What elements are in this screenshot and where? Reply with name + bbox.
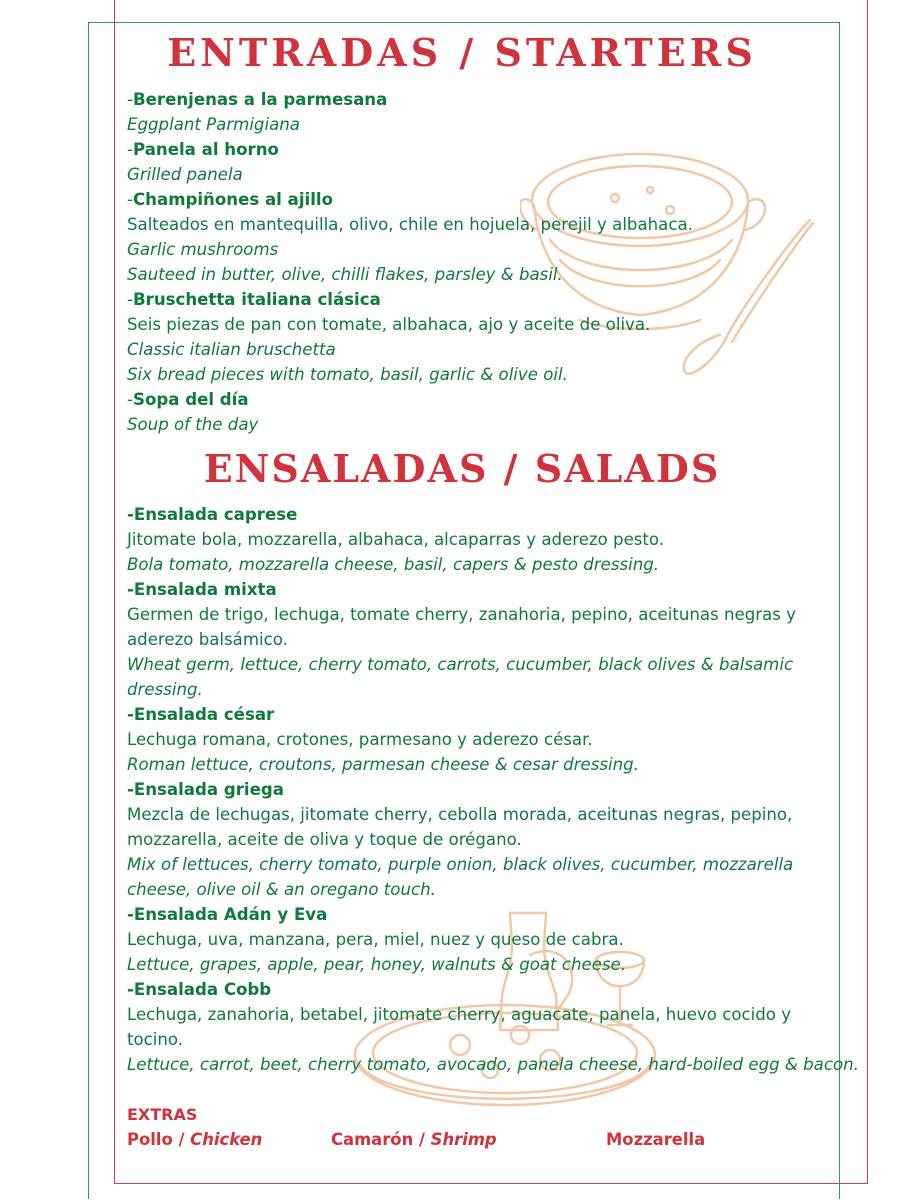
salads-list <box>127 502 859 1077</box>
menu-item-description: tocino. <box>127 1030 184 1049</box>
menu-item-name: -Ensalada césar <box>127 705 275 724</box>
menu-item-translation: Lettuce, grapes, apple, pear, honey, walnuts & goat cheese. <box>127 955 627 974</box>
menu-item-translation: dressing. <box>127 680 203 699</box>
menu-item-name: -Panela al horno <box>127 140 279 159</box>
menu-item-name: -Ensalada Cobb <box>127 980 272 999</box>
menu-item-name: -Bruschetta italiana clásica <box>127 290 381 309</box>
menu-item-description: Salteados en mantequilla, olivo, chile en hojuela, perejil y albahaca. <box>127 215 693 234</box>
menu-item-translation: Grilled panela <box>127 165 243 184</box>
menu-item-description: mozzarella, aceite de oliva y toque de orégano. <box>127 830 522 849</box>
menu-item-description: Lechuga, uva, manzana, pera, miel, nuez y queso de cabra. <box>127 930 624 949</box>
menu-item-name: -Ensalada caprese <box>127 505 298 524</box>
menu-item-translation: Eggplant Parmigiana <box>127 115 300 134</box>
menu-item-description: Seis piezas de pan con tomate, albahaca, ajo y aceite de oliva. <box>127 315 651 334</box>
menu-item-name: -Sopa del día <box>127 390 249 409</box>
extra-item-chicken: Pollo / Chicken <box>127 1130 263 1149</box>
extras-heading: EXTRAS <box>127 1105 198 1124</box>
menu-item-name: -Ensalada Adán y Eva <box>127 905 328 924</box>
menu-item-translation: Bola tomato, mozzarella cheese, basil, capers & pesto dressing. <box>127 555 660 574</box>
menu-item-description: aderezo balsámico. <box>127 630 288 649</box>
menu-item-description: Germen de trigo, lechuga, tomate cherry, zanahoria, pepino, aceitunas negras y <box>127 605 796 624</box>
menu-item-translation: Roman lettuce, croutons, parmesan cheese & cesar dressing. <box>127 755 639 774</box>
menu-item-translation: Lettuce, carrot, beet, cherry tomato, avocado, panela cheese, hard-boiled egg & bacon. <box>127 1055 859 1074</box>
menu-item-translation: Classic italian bruschetta <box>127 340 336 359</box>
menu-item-name: -Champiñones al ajillo <box>127 190 333 209</box>
menu-item-name: -Ensalada griega <box>127 780 284 799</box>
menu-item-description: Lechuga romana, crotones, parmesano y aderezo césar. <box>127 730 593 749</box>
salads-title: ENSALADAS / SALADS <box>203 446 721 491</box>
menu-item-translation: Mix of lettuces, cherry tomato, purple onion, black olives, cucumber, mozzarella <box>127 855 794 874</box>
menu-item-translation-description: Sauteed in butter, olive, chilli flakes, parsley & basil. <box>127 265 563 284</box>
menu-item-translation-description: Six bread pieces with tomato, basil, garlic & olive oil. <box>127 365 568 384</box>
extra-item-mozzarella: Mozzarella <box>606 1130 706 1149</box>
menu-item-translation: Soup of the day <box>127 415 259 434</box>
starters-title: ENTRADAS / STARTERS <box>167 30 757 75</box>
extra-item-shrimp: Camarón / Shrimp <box>331 1130 497 1149</box>
menu-item-translation: Garlic mushrooms <box>127 240 279 259</box>
menu-item-translation: cheese, olive oil & an oregano touch. <box>127 880 436 899</box>
menu-item-description: Mezcla de lechugas, jitomate cherry, cebolla morada, aceitunas negras, pepino, <box>127 805 793 824</box>
menu-item-description: Jitomate bola, mozzarella, albahaca, alcaparras y aderezo pesto. <box>127 530 665 549</box>
menu-item-name: -Berenjenas a la parmesana <box>127 90 388 109</box>
menu-item-name: -Ensalada mixta <box>127 580 277 599</box>
menu-item-translation: Wheat germ, lettuce, cherry tomato, carrots, cucumber, black olives & balsamic <box>127 655 794 674</box>
menu-item-description: Lechuga, zanahoria, betabel, jitomate cherry, aguacate, panela, huevo cocido y <box>127 1005 792 1024</box>
starters-list <box>127 87 847 437</box>
